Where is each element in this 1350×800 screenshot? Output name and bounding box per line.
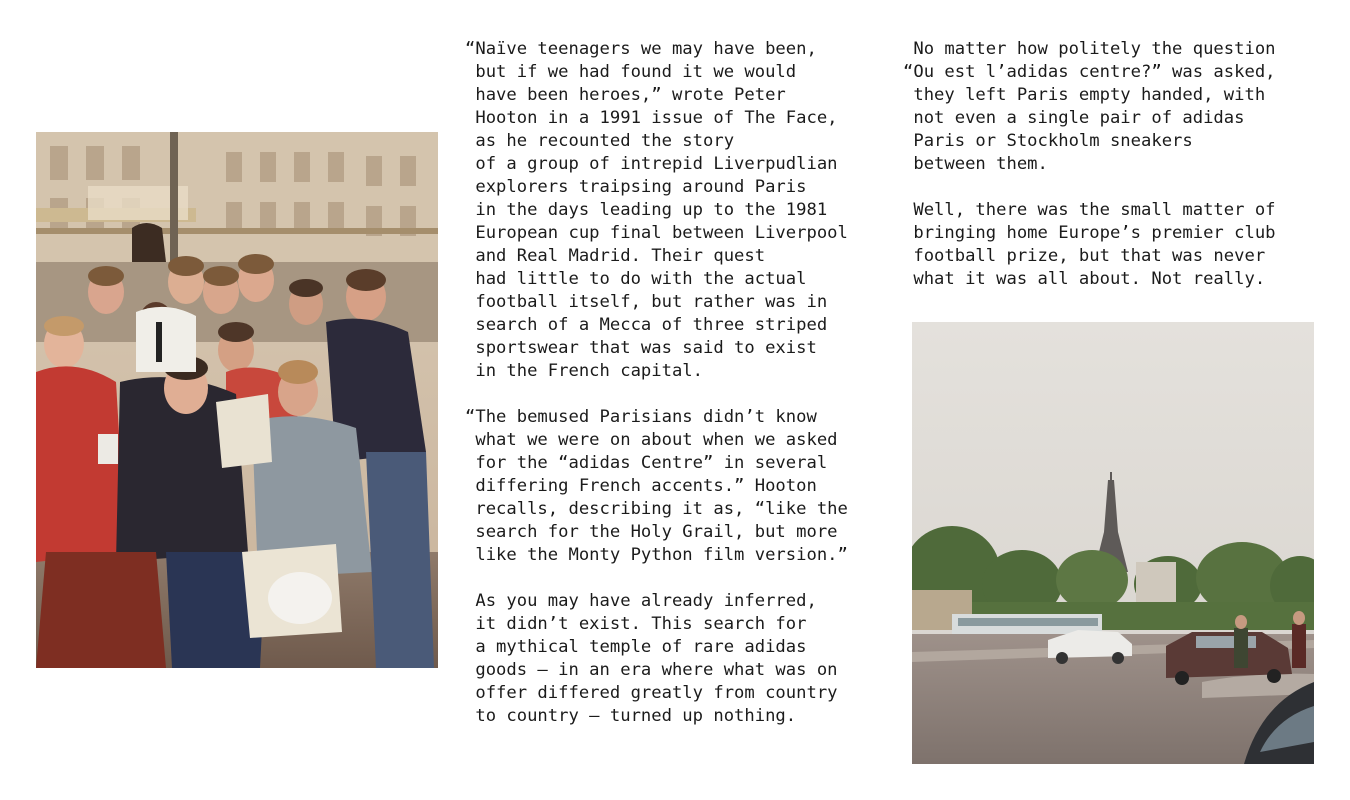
article-paragraph: No matter how politely the question “Ou est l’adidas centre?” was asked, they left Paris empty handed, with not even a single pair of adidas Paris or Stockholm sneakers between them. [903, 39, 1276, 174]
article-column-middle [465, 38, 895, 728]
photo-paris-eiffel-tower [912, 322, 1314, 764]
article-paragraph: “The bemused Parisians didn’t know what we were on about when we asked for the “adidas Centre” in several differing French accents.” Hooton recalls, describing it as, “like the search for the Holy Grail, but more like the Monty Python film version.” [465, 407, 848, 565]
article-paragraph: “Naïve teenagers we may have been, but if we had found it we would have been heroes,” wrote Peter Hooton in a 1991 issue of The Face, as he recounted the story of a group of intrepid Liverpudlian explorers traipsing around Paris in the days leading up to the 1981 European cup final between Liverpool and Real Madrid. Their quest had little to do with the actual football itself, but rather was in search of a Mecca of three striped sportswear that was said to exist in the French capital. [465, 39, 848, 381]
article-paragraph: Well, there was the small matter of bringing home Europe’s premier club football prize, but that was never what it was all about. Not really. [913, 200, 1276, 289]
photo-liverpool-fans-group-image [36, 132, 438, 668]
photo-liverpool-fans-group [36, 132, 438, 668]
article-column-right [903, 38, 1323, 291]
photo-paris-eiffel-tower-image [912, 322, 1314, 764]
article-paragraph: As you may have already inferred, it didn’t exist. This search for a mythical temple of rare adidas goods — in an era where what was on offer differed greatly from country to country — turned up nothing. [475, 591, 838, 726]
